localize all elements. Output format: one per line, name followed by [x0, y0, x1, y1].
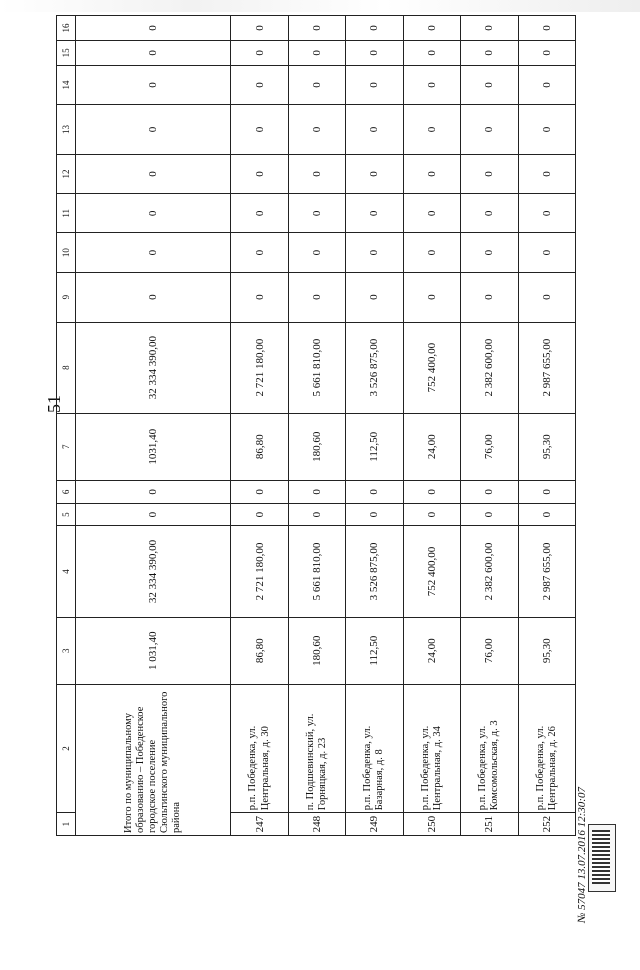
row-address-cell: р.п. Победенка, ул. Базарная, д. 8	[346, 684, 403, 812]
total-cell: 0	[76, 194, 231, 233]
row-value-cell: 180,60	[288, 413, 345, 480]
row-value-cell: 0	[346, 65, 403, 104]
row-value-cell: 0	[231, 40, 288, 65]
row-value-cell: 86,80	[231, 617, 288, 684]
table-row	[518, 16, 576, 836]
row-value-cell: 0	[231, 503, 288, 526]
col-number: 13	[57, 105, 76, 155]
row-value-cell: 112,50	[346, 413, 403, 480]
row-value-cell: 0	[461, 65, 518, 104]
col-number: 5	[57, 503, 76, 526]
total-cell: 0	[76, 233, 231, 272]
col-number: 3	[57, 617, 76, 684]
row-value-cell: 0	[461, 503, 518, 526]
table-row	[403, 16, 460, 836]
row-value-cell: 0	[288, 154, 345, 193]
row-value-cell: 0	[346, 233, 403, 272]
row-value-cell: 0	[461, 272, 518, 322]
row-id-cell: 248	[288, 813, 345, 836]
row-value-cell: 0	[518, 233, 576, 272]
row-value-cell: 0	[403, 40, 460, 65]
row-value-cell: 2 382 600,00	[461, 526, 518, 617]
row-value-cell: 0	[346, 194, 403, 233]
total-cell: 0	[76, 154, 231, 193]
row-value-cell: 112,50	[346, 617, 403, 684]
row-value-cell: 752 400,00	[403, 322, 460, 413]
row-value-cell: 0	[288, 16, 345, 41]
row-value-cell: 0	[346, 154, 403, 193]
row-value-cell: 180,60	[288, 617, 345, 684]
row-value-cell: 0	[231, 480, 288, 503]
row-id-cell: 251	[461, 813, 518, 836]
row-value-cell: 0	[518, 272, 576, 322]
row-value-cell: 0	[231, 233, 288, 272]
table-row	[346, 16, 403, 836]
row-value-cell: 3 526 875,00	[346, 322, 403, 413]
column-number-row	[57, 16, 76, 836]
total-cell: 32 334 390,00	[76, 526, 231, 617]
row-value-cell: 0	[403, 65, 460, 104]
table-row	[231, 16, 288, 836]
row-value-cell: 24,00	[403, 617, 460, 684]
row-address-cell: р.п. Победенка, ул. Центральная, д. 34	[403, 684, 460, 812]
table-row	[461, 16, 518, 836]
row-value-cell: 0	[231, 272, 288, 322]
stamp-barcode-graphic	[592, 830, 610, 884]
total-row-label: Итого по муниципальному образованию – Победенское городское поселение Сюльтинского муниципального района	[76, 684, 231, 835]
row-value-cell: 0	[231, 154, 288, 193]
row-value-cell: 0	[518, 194, 576, 233]
row-value-cell: 0	[461, 40, 518, 65]
row-value-cell: 0	[231, 194, 288, 233]
total-cell: 0	[76, 480, 231, 503]
table-row	[288, 16, 345, 836]
row-address-cell: п. Подшевинский, ул. Горняцкая, д. 23	[288, 684, 345, 812]
row-address-cell: р.п. Победенка, ул. Центральная, д. 26	[518, 684, 576, 812]
row-value-cell: 752 400,00	[403, 526, 460, 617]
table-body	[231, 16, 576, 836]
row-value-cell: 0	[461, 105, 518, 155]
row-value-cell: 0	[403, 154, 460, 193]
row-value-cell: 0	[518, 16, 576, 41]
col-number: 1	[57, 813, 76, 836]
col-number: 4	[57, 526, 76, 617]
row-value-cell: 0	[288, 194, 345, 233]
row-value-cell: 0	[518, 40, 576, 65]
row-value-cell: 0	[461, 233, 518, 272]
row-value-cell: 0	[346, 16, 403, 41]
row-id-cell: 252	[518, 813, 576, 836]
col-number: 8	[57, 322, 76, 413]
row-value-cell: 0	[346, 105, 403, 155]
row-value-cell: 95,30	[518, 617, 576, 684]
total-cell: 1031,40	[76, 413, 231, 480]
col-number: 2	[57, 684, 76, 812]
row-value-cell: 0	[403, 272, 460, 322]
total-cell: 0	[76, 65, 231, 104]
row-value-cell: 0	[403, 105, 460, 155]
scan-edge-noise	[0, 0, 640, 12]
total-cell: 0	[76, 272, 231, 322]
col-number: 14	[57, 65, 76, 104]
row-value-cell: 0	[288, 480, 345, 503]
row-value-cell: 76,00	[461, 413, 518, 480]
col-number: 9	[57, 272, 76, 322]
row-value-cell: 0	[288, 65, 345, 104]
row-address-cell: р.п. Победенка, ул. Центральная, д. 30	[231, 684, 288, 812]
row-value-cell: 0	[518, 65, 576, 104]
rotated-table-container	[56, 15, 576, 836]
total-cell: 32 334 390,00	[76, 322, 231, 413]
row-value-cell: 2 721 180,00	[231, 322, 288, 413]
total-cell: 0	[76, 40, 231, 65]
row-value-cell: 0	[518, 503, 576, 526]
row-value-cell: 0	[288, 503, 345, 526]
row-value-cell: 0	[346, 503, 403, 526]
row-value-cell: 2 721 180,00	[231, 526, 288, 617]
total-cell: 0	[76, 503, 231, 526]
document-reference: № 57047 13.07.2016 12:30:07	[576, 787, 588, 923]
row-value-cell: 0	[231, 105, 288, 155]
row-value-cell: 2 987 655,00	[518, 526, 576, 617]
col-number: 12	[57, 154, 76, 193]
col-number: 11	[57, 194, 76, 233]
row-value-cell: 0	[403, 233, 460, 272]
row-value-cell: 0	[231, 65, 288, 104]
row-id-cell: 247	[231, 813, 288, 836]
total-cell: 0	[76, 105, 231, 155]
total-cell: 1 031,40	[76, 617, 231, 684]
row-value-cell: 0	[461, 16, 518, 41]
row-value-cell: 0	[288, 105, 345, 155]
row-value-cell: 95,30	[518, 413, 576, 480]
row-value-cell: 76,00	[461, 617, 518, 684]
row-value-cell: 24,00	[403, 413, 460, 480]
col-number: 10	[57, 233, 76, 272]
row-id-cell: 250	[403, 813, 460, 836]
col-number: 6	[57, 480, 76, 503]
col-number: 7	[57, 413, 76, 480]
row-value-cell: 0	[518, 480, 576, 503]
row-value-cell: 0	[288, 233, 345, 272]
row-value-cell: 5 661 810,00	[288, 322, 345, 413]
row-value-cell: 0	[346, 40, 403, 65]
row-value-cell: 0	[403, 194, 460, 233]
total-row	[76, 16, 231, 836]
row-value-cell: 0	[346, 272, 403, 322]
row-value-cell: 2 987 655,00	[518, 322, 576, 413]
row-address-cell: р.п. Победенка, ул. Комсомольская, д. 3	[461, 684, 518, 812]
total-cell: 0	[76, 16, 231, 41]
row-value-cell: 0	[346, 480, 403, 503]
row-value-cell: 3 526 875,00	[346, 526, 403, 617]
row-value-cell: 0	[231, 16, 288, 41]
row-value-cell: 0	[518, 105, 576, 155]
row-value-cell: 0	[461, 154, 518, 193]
row-value-cell: 5 661 810,00	[288, 526, 345, 617]
col-number: 15	[57, 40, 76, 65]
row-value-cell: 2 382 600,00	[461, 322, 518, 413]
row-value-cell: 0	[461, 480, 518, 503]
col-number: 16	[57, 16, 76, 41]
row-value-cell: 0	[288, 272, 345, 322]
row-value-cell: 0	[461, 194, 518, 233]
row-id-cell: 249	[346, 813, 403, 836]
housing-program-table	[56, 15, 576, 836]
row-value-cell: 0	[288, 40, 345, 65]
row-value-cell: 0	[403, 503, 460, 526]
page-number: 51	[44, 395, 64, 413]
row-value-cell: 0	[518, 154, 576, 193]
row-value-cell: 0	[403, 480, 460, 503]
row-value-cell: 86,80	[231, 413, 288, 480]
row-value-cell: 0	[403, 16, 460, 41]
